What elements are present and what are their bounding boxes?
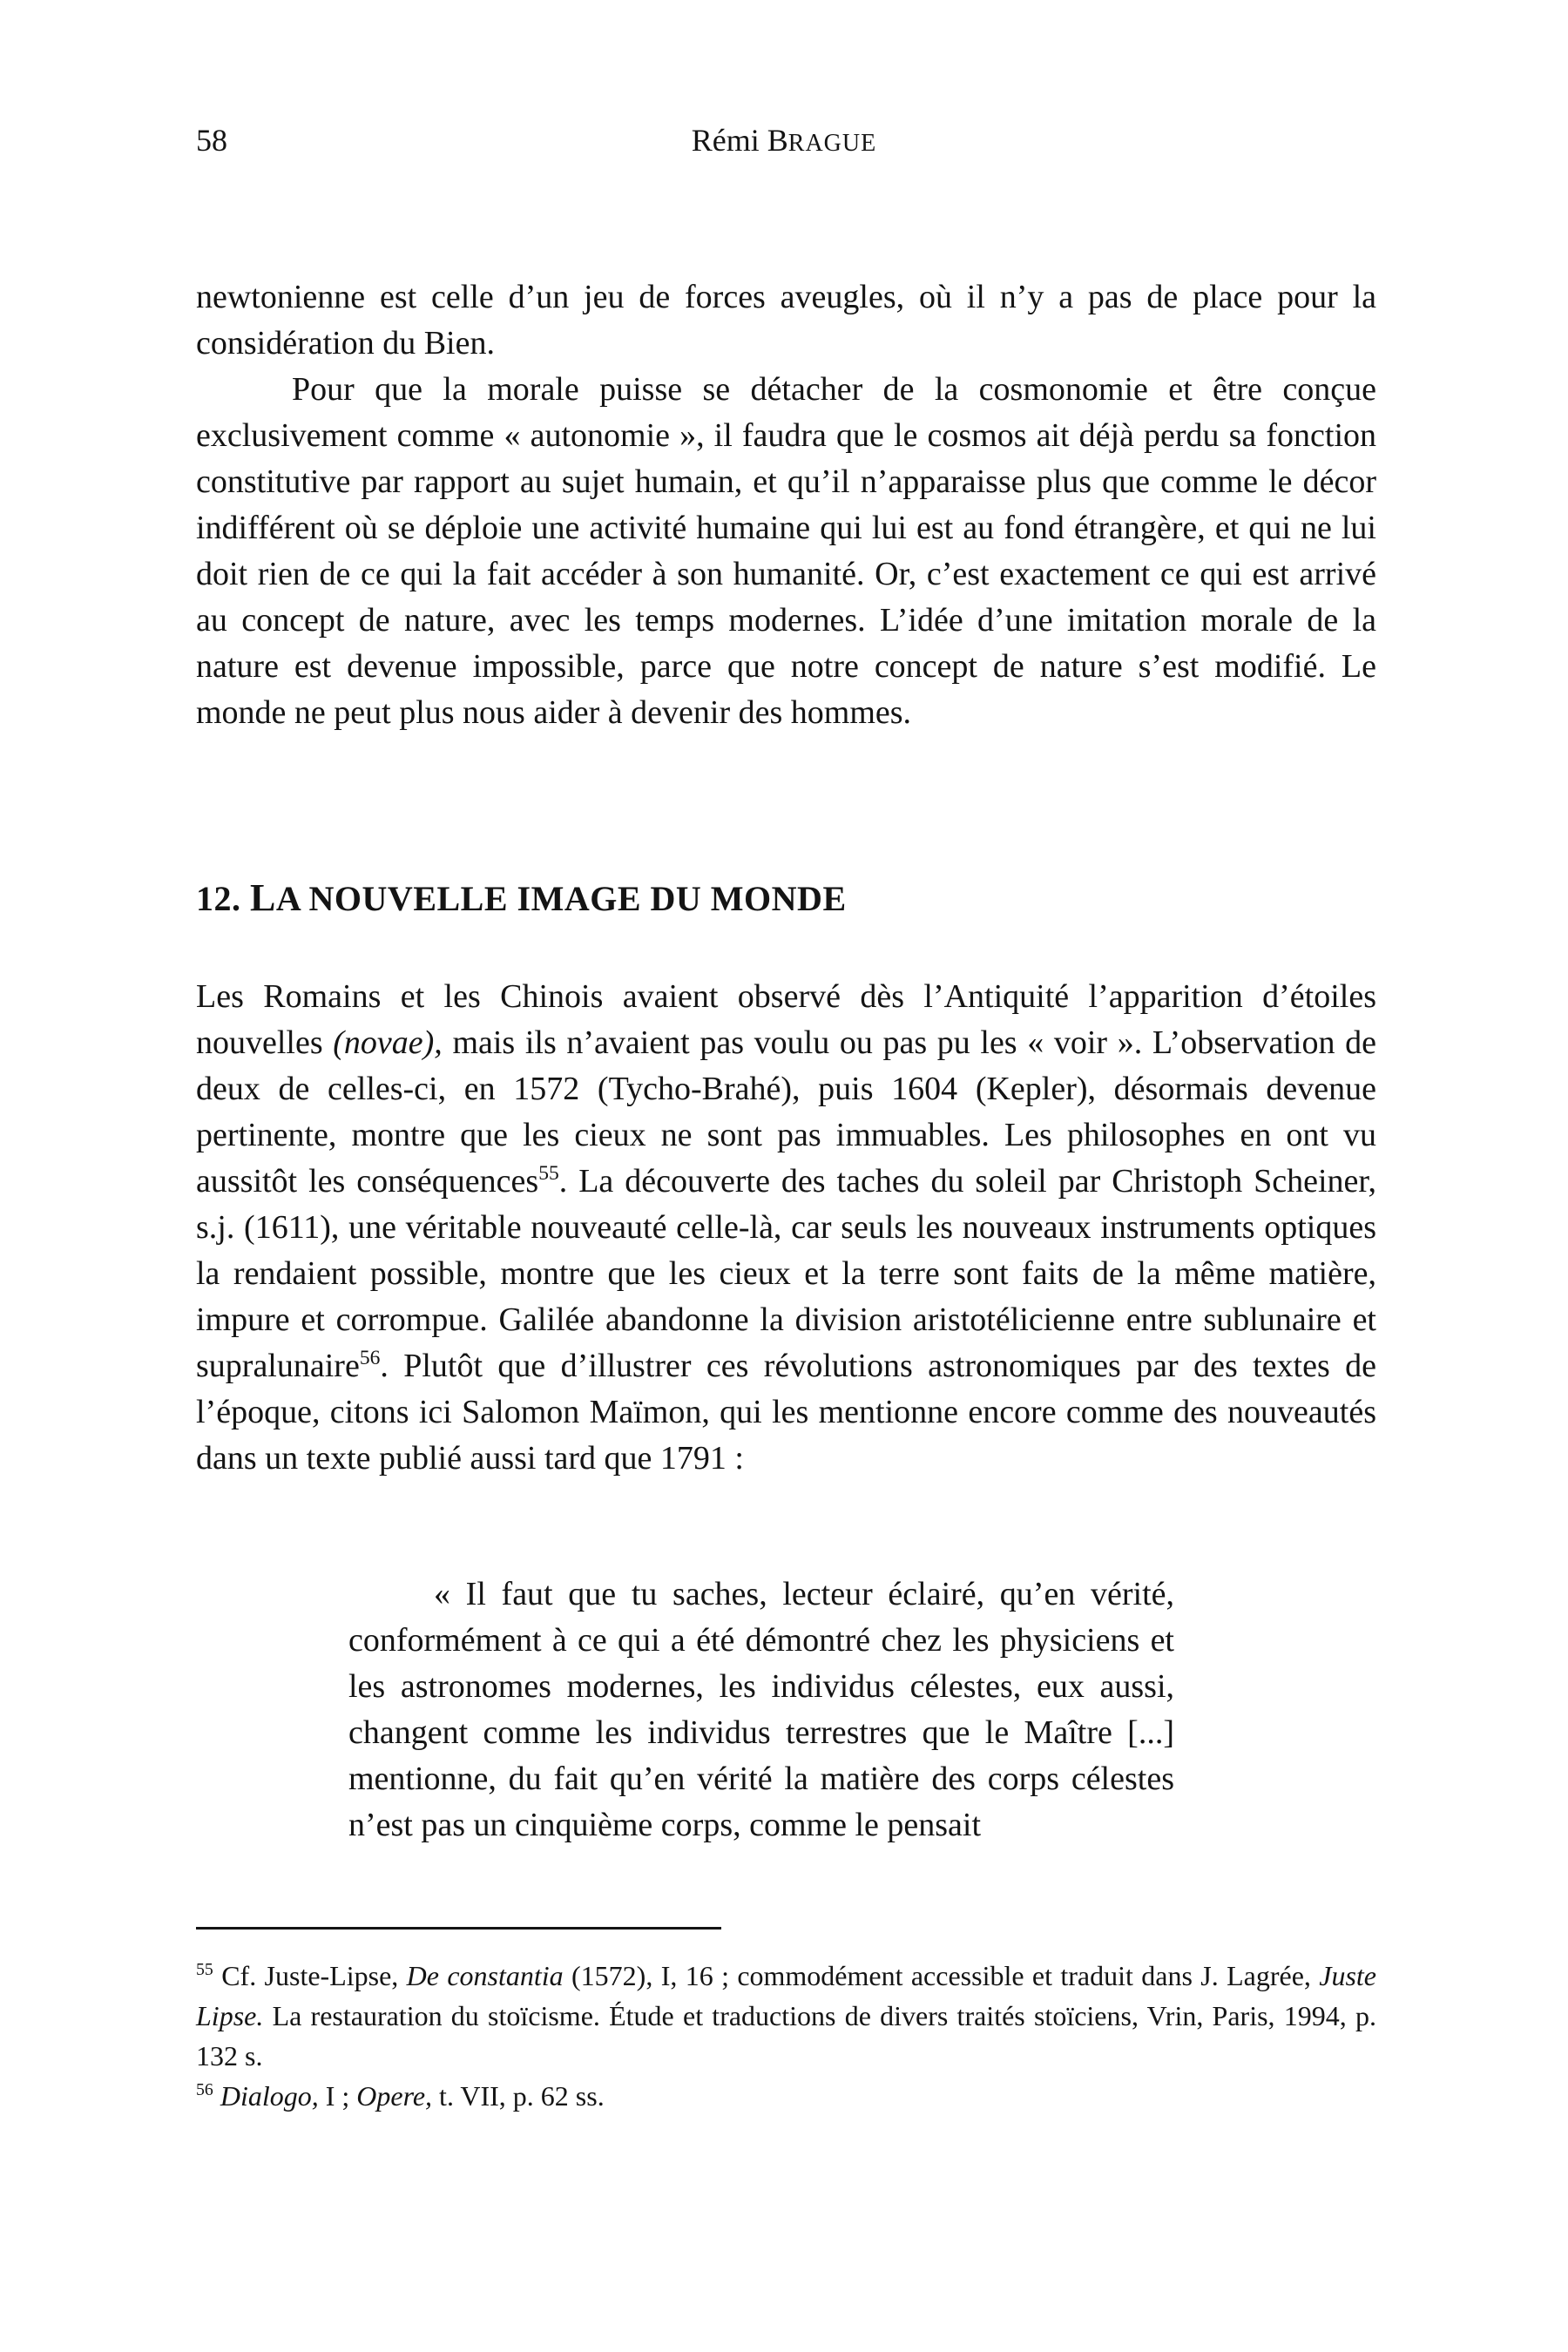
paragraph-3-part-4: . Plutôt que d’illustrer ces révolutions astronomiques par des textes de l’époque, citons ici Salomon Maïmon, qui les mentionne encore comme des nouveautés dans un texte publié aussi tard que 1791 : (196, 1348, 1376, 1477)
footnote-56-text-2: t. VII, p. 62 ss. (432, 2080, 605, 2112)
section-number: 12. (196, 879, 241, 918)
footnote-55-title-1: De constantia (406, 1960, 564, 1991)
footnote-ref-56[interactable]: 56 (359, 1346, 381, 1369)
quotation-text: « Il faut que tu saches, lecteur éclairé, qu’en vérité, conformément à ce qui a été démontré chez les physiciens et les astronomes modernes, les individus célestes, eux aussi, changent comme les individus terrestres que le Maître [...] mentionne, du fait qu’en vérité la matière des corps célestes n’est pas un cinquième corps, comme le pensait (348, 1576, 1174, 1843)
page-number: 58 (196, 123, 227, 158)
footnote-55-text-1: Cf. Juste-Lipse, (213, 1960, 407, 1991)
footnote-ref-55[interactable]: 55 (538, 1161, 559, 1185)
body-block-1 (196, 274, 1376, 736)
footnote-56-title-1: Dialogo, (220, 2080, 319, 2112)
section-heading (196, 875, 847, 920)
footnote-56-number: 56 (196, 2080, 213, 2100)
author-last-smallcaps: RAGUE (787, 130, 877, 157)
footnote-56-title-2: Opere, (356, 2080, 433, 2112)
paragraph-autonomy: Pour que la morale puisse se détacher de la cosmonomie et être conçue exclusivement comme « autonomie », il faudra que le cosmos ait déjà perdu sa fonction constitutive par rapport au sujet humain, et qu’il n’apparaisse plus que comme le décor indifférent où se déploie une activité humaine qui lui est au fond étrangère, et qui ne lui doit rien de ce qui la fait accéder à son humanité. Or, c’est exactement ce qui est arrivé au concept de nature, avec les temps modernes. L’idée d’une imitation morale de la nature est devenue impossible, parce que notre concept de nature s’est modifié. Le monde ne peut plus nous aider à devenir des hommes. (196, 371, 1376, 731)
footnote-55-number: 55 (196, 1960, 213, 1980)
footnote-separator (196, 1927, 721, 1930)
footnote-56-text-1: I ; (318, 2080, 357, 2112)
running-head (0, 122, 1568, 159)
footnote-55 (196, 1956, 1376, 2076)
body-block-2 (196, 974, 1376, 1482)
footnote-56 (196, 2076, 1376, 2116)
paragraph-3-part-3: . La découverte des taches du soleil par Christoph Scheiner, s.j. (1611), une véritable nouveauté celle-là, car seuls les nouveaux instruments optiques la rendaient possible, montre que les cieux et la terre sont faits de la même matière, impure et corrompue. Galilée abandonne la division aristotélicienne entre sublunaire et supralunaire (196, 1163, 1377, 1384)
footnotes (196, 1956, 1376, 2116)
footnote-55-text-2: (1572), I, 16 ; commodément accessible et traduit dans J. Lagrée, (563, 1960, 1320, 1991)
author-last-initial: B (767, 123, 788, 158)
author-first-name: Rémi (691, 123, 760, 158)
novae-term: (novae), (333, 1024, 443, 1061)
footnote-55-title-2: Juste Lipse. (196, 1960, 1376, 2031)
footnote-55-text-3: La restauration du stoïcisme. Étude et traductions de divers traités stoïciens, Vrin, Paris, 1994, p. 132 s. (196, 2000, 1376, 2072)
block-quotation (348, 1571, 1174, 1848)
paragraph-continuation: newtonienne est celle d’un jeu de forces aveugles, où il n’y a pas de place pour la considération du Bien. (196, 279, 1376, 362)
paragraph-3-part-1: Les Romains et les Chinois avaient observé dès l’Antiquité l’apparition d’étoiles nouvelles (196, 978, 1376, 1061)
section-title-rest: A NOUVELLE IMAGE DU MONDE (275, 879, 847, 918)
paragraph-3-part-2: mais ils n’avaient pas voulu ou pas pu les « voir ». L’observation de deux de celles-ci, en 1572 (Tycho-Brahé), puis 1604 (Kepler), désormais devenue pertinente, montre que les cieux ne sont pas immuables. Les philosophes en ont vu aussitôt les conséquences (196, 1024, 1376, 1200)
section-title-initial: L (250, 876, 276, 919)
paragraph-novae (196, 974, 1376, 1482)
